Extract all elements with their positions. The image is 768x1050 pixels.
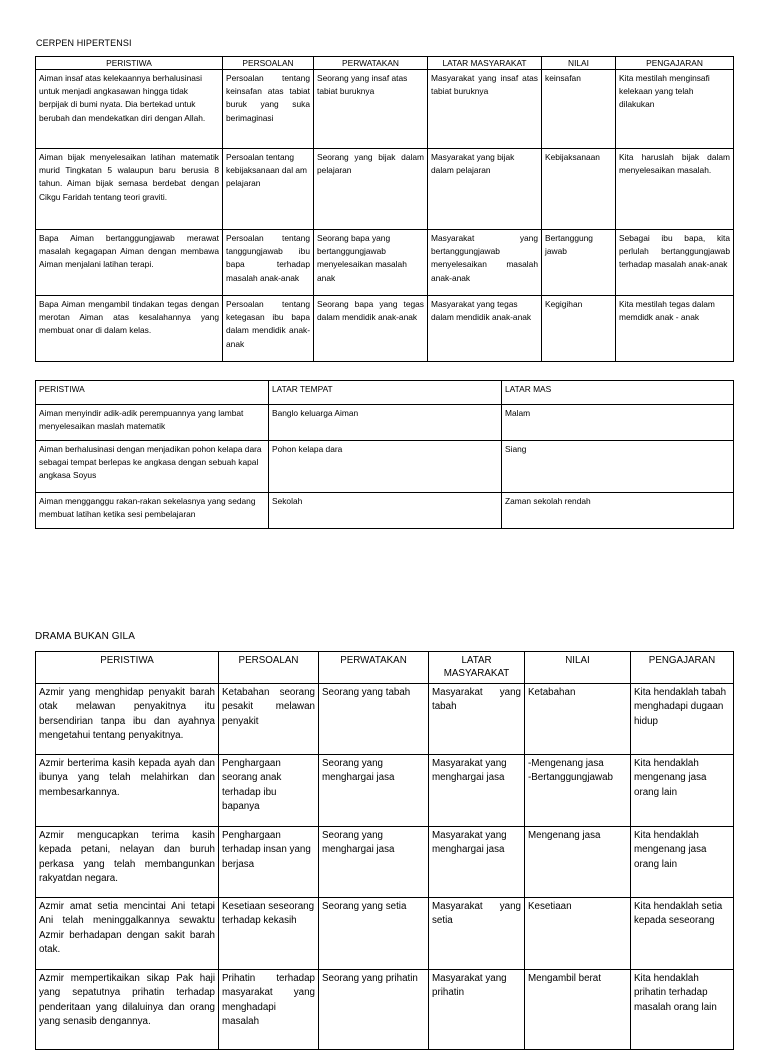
cell-pengajaran: Kita hendaklah tabah menghadapi dugaan hidup [631,684,734,755]
cell-pengajaran: Kita mestilah tegas dalam memdidk anak - anak [616,296,734,362]
table-row [36,405,734,441]
cell-perwatakan: Seorang yang setia [319,898,429,970]
cell-pengajaran: Kita haruslah bijak dalam menyelesaikan masalah. [616,149,734,230]
table-row [36,149,734,230]
cell-latar-tempat: Banglo keluarga Aiman [269,405,502,441]
header-latar-masyarakat: LATAR MASYARAKAT [428,57,542,70]
cell-pengajaran: Kita hendaklah mengenang jasa orang lain [631,755,734,827]
cell-persoalan: Penghargaan terhadap insan yang berjasa [219,827,319,898]
cell-pengajaran: Kita hendaklah prihatin terhadap masalah orang lain [631,970,734,1050]
cell-latar-masa: Zaman sekolah rendah [502,493,734,529]
cell-peristiwa: Azmir amat setia mencintai Ani tetapi Ani telah meninggalkannya sewaktu Azmir berhadapan dengan sakit barah otak. [36,898,219,970]
table-row [36,827,734,898]
cell-perwatakan: Seorang yang tabah [319,684,429,755]
cell-latar-masyarakat: Masyarakat yang setia [429,898,525,970]
table-row [36,684,734,755]
cell-peristiwa: Azmir mengucapkan terima kasih kepada petani, nelayan dan buruh perkasa yang telah membangunkan rakyatdan negara. [36,827,219,898]
table-row [36,755,734,827]
cell-persoalan: Persoalan tentang kebijaksanaan dal am pelajaran [223,149,314,230]
table-row [36,970,734,1050]
cell-latar-masyarakat: Masyarakat yang tegas dalam mendidik anak-anak [428,296,542,362]
header-persoalan: PERSOALAN [219,652,319,684]
cell-perwatakan: Seorang yang prihatin [319,970,429,1050]
cell-pengajaran: Kita hendaklah setia kepada seseorang [631,898,734,970]
cell-persoalan: Kesetiaan seseorang terhadap kekasih [219,898,319,970]
header-peristiwa: PERISTIWA [36,652,219,684]
cell-peristiwa: Azmir berterima kasih kepada ayah dan ibunya yang telah melahirkan dan membesarkannya. [36,755,219,827]
cell-nilai: Kegigihan [542,296,616,362]
cell-persoalan: Penghargaan seorang anak terhadap ibu bapanya [219,755,319,827]
cell-pengajaran: Kita mestilah menginsafi kelekaan yang telah dilakukan [616,70,734,149]
cell-peristiwa: Aiman menyindir adik-adik perempuannya yang lambat menyelesaikan maslah matematik [36,405,269,441]
table-header-row [36,57,734,70]
cell-persoalan: Persoalan tentang tanggungjawab ibu bapa terhadap masalah anak-anak [223,230,314,296]
cell-peristiwa: Aiman berhalusinasi dengan menjadikan pohon kelapa dara sebagai tempat berlepas ke angkasa dengan sebuah kapal angkasa Soyus [36,441,269,493]
table-row [36,898,734,970]
cell-peristiwa: Bapa Aiman bertanggungjawab merawat masalah kegagapan Aiman dengan membawa Aiman menjalani latihan terapi. [36,230,223,296]
header-nilai: NILAI [525,652,631,684]
cerpen-hipertensi-table [35,56,734,362]
cell-nilai: -Mengenang jasa -Bertanggungjawab [525,755,631,827]
cell-peristiwa: Aiman mengganggu rakan-rakan sekelasnya yang sedang membuat latihan ketika sesi pembelajaran [36,493,269,529]
cell-latar-masyarakat: Masyarakat yang menghargai jasa [429,755,525,827]
cell-latar-masyarakat: Masyarakat yang bertanggungjawab menyelesaikan masalah anak-anak [428,230,542,296]
cell-latar-masyarakat: Masyarakat yang insaf atas tabiat buruknya [428,70,542,149]
header-perwatakan: PERWATAKAN [314,57,428,70]
cell-latar-masyarakat: Masyarakat yang bijak dalam pelajaran [428,149,542,230]
cell-nilai: Mengambil berat [525,970,631,1050]
cell-pengajaran: Sebagai ibu bapa, kita perlulah bertanggungjawab terhadap masalah anak-anak [616,230,734,296]
cell-latar-masa: Siang [502,441,734,493]
cell-perwatakan: Seorang bapa yang tegas dalam mendidik anak-anak [314,296,428,362]
cell-perwatakan: Seorang yang menghargai jasa [319,827,429,898]
header-latar-masa: LATAR MAS [502,381,734,405]
cell-persoalan: Ketabahan seorang pesakit melawan penyakit [219,684,319,755]
cell-persoalan: Persoalan tentang ketegasan ibu bapa dalam mendidik anak-anak [223,296,314,362]
header-pengajaran: PENGAJARAN [616,57,734,70]
cell-peristiwa: Azmir yang menghidap penyakit barah otak melawan penyakitnya itu bersendirian tanpa ibu dan ayahnya mengetahui tentang penyakitnya. [36,684,219,755]
cell-peristiwa: Azmir mempertikaikan sikap Pak haji yang sepatutnya prihatin terhadap penderitaan yang dilaluinya dan orang yang senasib dengannya. [36,970,219,1050]
header-peristiwa: PERISTIWA [36,381,269,405]
table-header-row [36,381,734,405]
cell-persoalan: Prihatin terhadap masyarakat yang menghadapi masalah [219,970,319,1050]
cell-perwatakan: Seorang yang menghargai jasa [319,755,429,827]
header-latar-masyarakat: LATAR MASYARAKAT [429,652,525,684]
table-row [36,230,734,296]
cell-latar-masyarakat: Masyarakat yang tabah [429,684,525,755]
latar-table [35,380,734,529]
cell-nilai: Kesetiaan [525,898,631,970]
cell-nilai: Ketabahan [525,684,631,755]
cell-nilai: Bertanggung jawab [542,230,616,296]
cell-latar-masyarakat: Masyarakat yang menghargai jasa [429,827,525,898]
header-perwatakan: PERWATAKAN [319,652,429,684]
table-header-row [36,652,734,684]
cell-pengajaran: Kita hendaklah mengenang jasa orang lain [631,827,734,898]
header-nilai: NILAI [542,57,616,70]
cell-nilai: keinsafan [542,70,616,149]
table-row [36,70,734,149]
cell-latar-masyarakat: Masyarakat yang prihatin [429,970,525,1050]
header-latar-tempat: LATAR TEMPAT [269,381,502,405]
cell-peristiwa: Bapa Aiman mengambil tindakan tegas dengan merotan Aiman atas kesalahannya yang membuat onar di dalam kelas. [36,296,223,362]
section3-title: DRAMA BUKAN GILA [35,631,135,642]
cell-latar-tempat: Pohon kelapa dara [269,441,502,493]
cell-peristiwa: Aiman insaf atas kelekaannya berhalusinasi untuk menjadi angkasawan hingga tidak berpijak di bumi nyata. Dia bertekad untuk berubah dan mendekatkan diri dengan Allah. [36,70,223,149]
header-peristiwa: PERISTIWA [36,57,223,70]
table-row [36,441,734,493]
cell-perwatakan: Seorang bapa yang bertanggungjawab menyelesaikan masalah anak [314,230,428,296]
drama-bukan-gila-table [35,651,734,1050]
section1-title: CERPEN HIPERTENSI [36,38,132,48]
cell-nilai: Mengenang jasa [525,827,631,898]
cell-latar-masa: Malam [502,405,734,441]
cell-nilai: Kebijaksanaan [542,149,616,230]
header-pengajaran: PENGAJARAN [631,652,734,684]
table-row [36,493,734,529]
cell-persoalan: Persoalan tentang keinsafan atas tabiat buruk yang suka berimaginasi [223,70,314,149]
cell-peristiwa: Aiman bijak menyelesaikan latihan matematik murid Tingkatan 5 walaupun baru berusia 8 tahun. Aiman bijak semasa berdebat dengan Cikgu Faridah tentang teori graviti. [36,149,223,230]
cell-perwatakan: Seorang yang insaf atas tabiat buruknya [314,70,428,149]
table-row [36,296,734,362]
header-persoalan: PERSOALAN [223,57,314,70]
cell-latar-tempat: Sekolah [269,493,502,529]
cell-perwatakan: Seorang yang bijak dalam pelajaran [314,149,428,230]
